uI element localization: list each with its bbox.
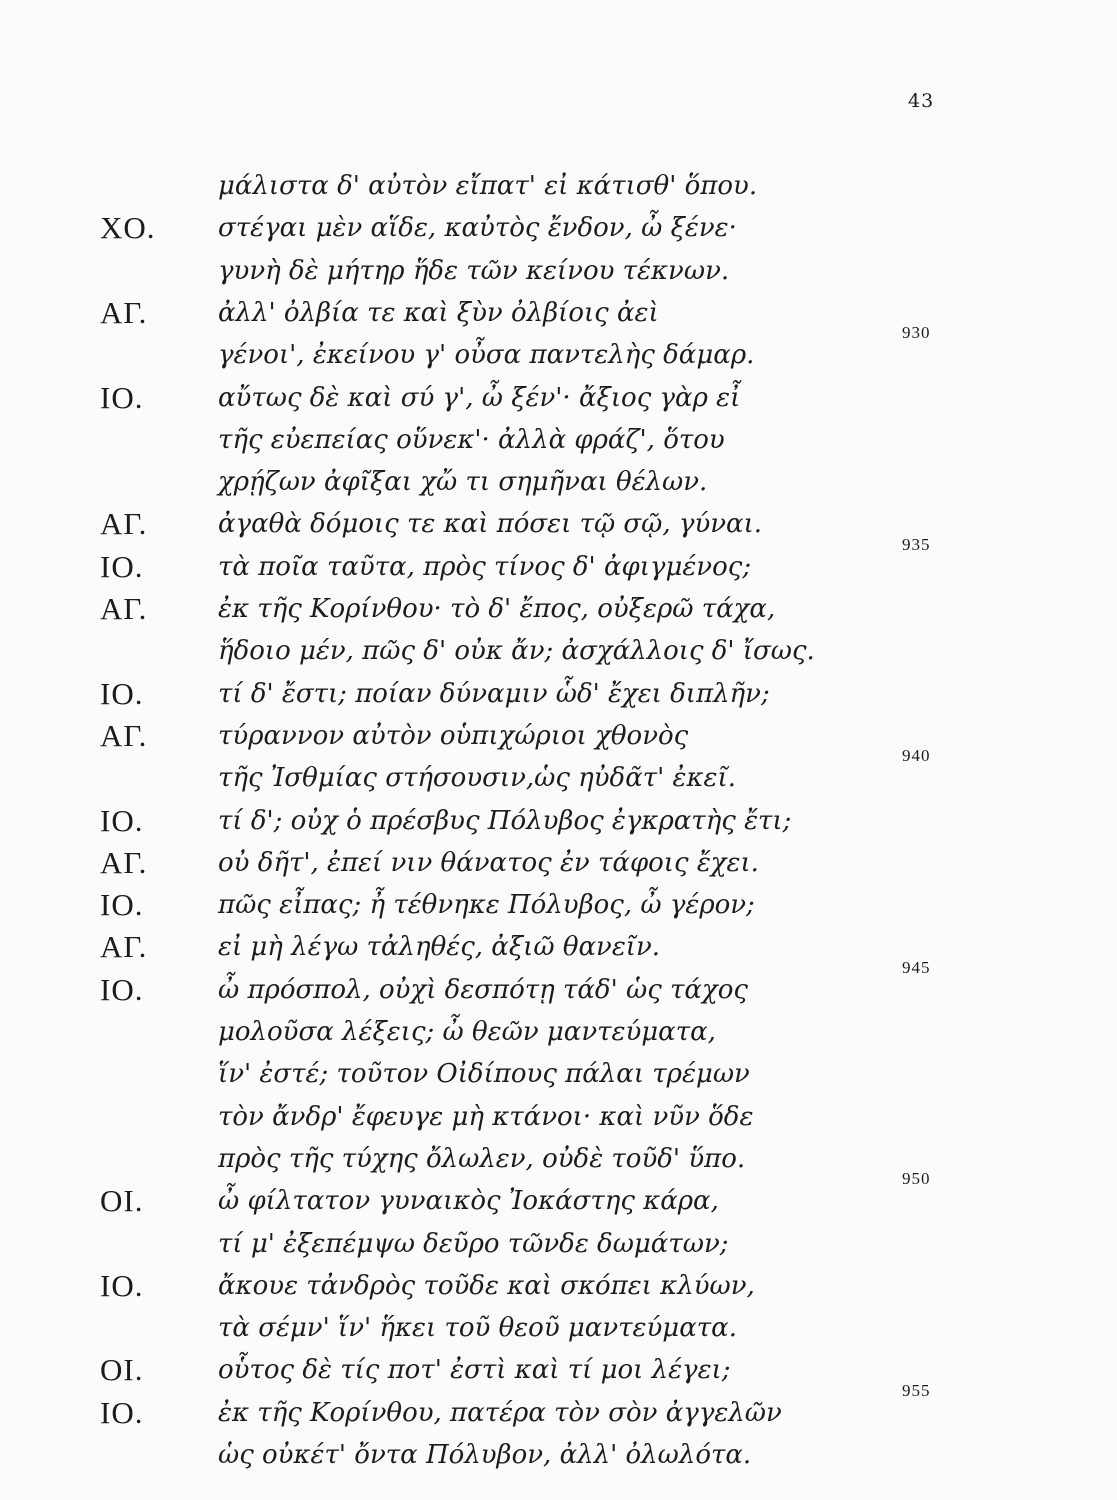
speaker-label: ΟΙ. — [100, 1352, 144, 1388]
speaker-label: ΑΓ. — [100, 717, 148, 753]
verse-line — [0, 422, 1117, 462]
verse-line — [0, 295, 1117, 335]
speaker-label: ΙΟ. — [100, 887, 144, 923]
verse-text: τὰ σέμν' ἵν' ἥκει τοῦ θεοῦ μαντεύματα. — [218, 1313, 737, 1344]
speaker-label: ΑΓ. — [100, 844, 148, 880]
verse-text: ἀλλ' ὀλβία τε καὶ ξὺν ὀλβίοις ἀεὶ — [218, 297, 659, 328]
verse-line — [0, 534, 1117, 589]
line-number: 950 — [902, 1169, 931, 1189]
verse-text: πρὸς τῆς τύχης ὄλωλεν, οὐδὲ τοῦδ' ὕπο. — [218, 1143, 746, 1174]
verse-line — [0, 845, 1117, 885]
speaker-label: ΑΓ. — [100, 929, 148, 965]
speaker-label: ΙΟ. — [100, 379, 144, 415]
verse-text: ἄκουε τἀνδρὸς τοῦδε καὶ σκόπει κλύων, — [218, 1270, 755, 1301]
verse-text: τὰ ποῖα ταῦτα, πρὸς τίνος δ' ἀφιγμένος; — [218, 551, 752, 582]
verse-line — [0, 1226, 1117, 1266]
speaker-label: ΙΟ. — [100, 1394, 144, 1430]
verse-text: στέγαι μὲν αἵδε, καὐτὸς ἔνδον, ὦ ξένε· — [218, 213, 737, 244]
verse-text: ἀγαθὰ δόμοις τε καὶ πόσει τῷ σῷ, γύναι. — [218, 509, 763, 540]
verse-text: πῶς εἶπας; ἦ τέθνηκε Πόλυβος, ὦ γέρον; — [218, 890, 755, 921]
verse-text: τῆς Ἰσθμίας στήσουσιν,ὡς ηὐδᾶτ' ἐκεῖ. — [218, 763, 736, 794]
verse-text: ὡς οὐκέτ' ὄντα Πόλυβον, ἀλλ' ὀλωλότα. — [218, 1440, 752, 1470]
verse-line — [0, 380, 1117, 420]
speaker-label: ΟΙ. — [100, 1183, 144, 1219]
line-number: 945 — [902, 957, 931, 977]
speaker-label: ΑΓ. — [100, 506, 148, 542]
verse-line — [0, 718, 1117, 758]
speaker-label: ΙΟ. — [100, 548, 144, 584]
verse-text: εἰ μὴ λέγω τἀληθές, ἀξιῶ θανεῖν. — [218, 932, 661, 963]
verse-line — [0, 253, 1117, 293]
verse-text: ἥδοιο μέν, πῶς δ' οὐκ ἄν; ἀσχάλλοις δ' ἴσως. — [218, 636, 815, 667]
verse-text: ὦ φίλτατον γυναικὸς Ἰοκάστης κάρα, — [218, 1186, 719, 1217]
verse-text: οὐ δῆτ', ἐπεί νιν θάνατος ἐν τάφοις ἔχει. — [218, 847, 759, 878]
verse-text: αὔτως δὲ καὶ σύ γ', ὦ ξέν'· ἄξιος γὰρ εἶ — [218, 382, 741, 413]
verse-text: τί μ' ἐξεπέμψω δεῦρο τῶνδε δωμάτων; — [218, 1228, 729, 1259]
verse-line — [0, 1169, 1117, 1223]
verse-text: μολοῦσα λέξεις; ὦ θεῶν μαντεύματα, — [218, 1017, 716, 1047]
verse-line — [0, 323, 1117, 377]
verse-text: ἵν' ἐστέ; τοῦτον Οἰδίπους πάλαι τρέμων — [218, 1059, 750, 1090]
verse-text: τί δ'; οὐχ ὁ πρέσβυς Πόλυβος ἐγκρατὴς ἔτι; — [218, 805, 792, 836]
verse-line — [0, 1141, 1117, 1181]
speaker-label: ΑΓ. — [100, 294, 148, 330]
speaker-label: ΑΓ. — [100, 591, 148, 626]
verse-line — [0, 803, 1117, 843]
speaker-label: ΙΟ. — [100, 675, 144, 711]
verse-line — [0, 957, 1117, 1012]
verse-text: ἐκ τῆς Κορίνθου· τὸ δ' ἔπος, οὐξερῶ τάχα, — [218, 594, 776, 624]
verse-text: τῆς εὐεπείας οὕνεκ'· ἀλλὰ φράζ', ὅτου — [218, 424, 725, 455]
line-number: 930 — [902, 323, 931, 343]
speaker-label: ΙΟ. — [100, 1267, 144, 1303]
verse-line — [0, 1437, 1117, 1477]
speaker-label: ΧΟ. — [100, 210, 156, 246]
verse-text: τί δ' ἔστι; ποίαν δύναμιν ὧδ' ἔχει διπλῆν; — [218, 678, 770, 709]
speaker-label: ΙΟ. — [100, 802, 144, 838]
verse-line — [0, 1352, 1117, 1392]
line-number: 940 — [902, 746, 931, 766]
verse-text: χρῄζων ἀφῖξαι χὤ τι σημῆναι θέλων. — [218, 467, 708, 498]
verse-line — [0, 591, 1117, 631]
verse-line — [0, 633, 1117, 673]
verse-line — [0, 1380, 1117, 1435]
verse-text: τὸν ἄνδρ' ἔφευγε μὴ κτάνοι· καὶ νῦν ὅδε — [218, 1101, 754, 1132]
line-number: 955 — [902, 1380, 931, 1400]
page-number: 43 — [908, 90, 935, 112]
verse-line — [0, 1310, 1117, 1350]
line-number: 935 — [902, 534, 931, 554]
verse-line — [0, 506, 1117, 546]
verse-text: μάλιστα δ' αὐτὸν εἴπατ' εἰ κάτισθ' ὅπου. — [218, 171, 758, 201]
verse-line — [0, 210, 1117, 250]
speaker-label: ΙΟ. — [100, 971, 144, 1007]
verse-line — [0, 676, 1117, 716]
verse-line — [0, 746, 1117, 800]
verse-text: ἐκ τῆς Κορίνθου, πατέρα τὸν σὸν ἀγγελῶν — [218, 1397, 782, 1428]
verse-line — [0, 464, 1117, 504]
verse-text: γυνὴ δὲ μήτηρ ἥδε τῶν κείνου τέκνων. — [218, 255, 730, 286]
verse-line — [0, 887, 1117, 927]
verse-text: οὗτος δὲ τίς ποτ' ἐστὶ καὶ τί μοι λέγει; — [218, 1355, 731, 1386]
verse-line — [0, 1268, 1117, 1308]
verse-line — [0, 1056, 1117, 1096]
verse-line — [0, 168, 1117, 208]
verse-line — [0, 929, 1117, 969]
verse-line — [0, 1014, 1117, 1054]
verse-text: ὦ πρόσπολ, οὐχὶ δεσπότῃ τάδ' ὡς τάχος — [218, 974, 748, 1005]
verse-line — [0, 1099, 1117, 1139]
verse-text: τύραννον αὐτὸν οὑπιχώριοι χθονὸς — [218, 720, 689, 751]
verse-text: γένοι', ἐκείνου γ' οὖσα παντελὴς δάμαρ. — [218, 340, 755, 371]
